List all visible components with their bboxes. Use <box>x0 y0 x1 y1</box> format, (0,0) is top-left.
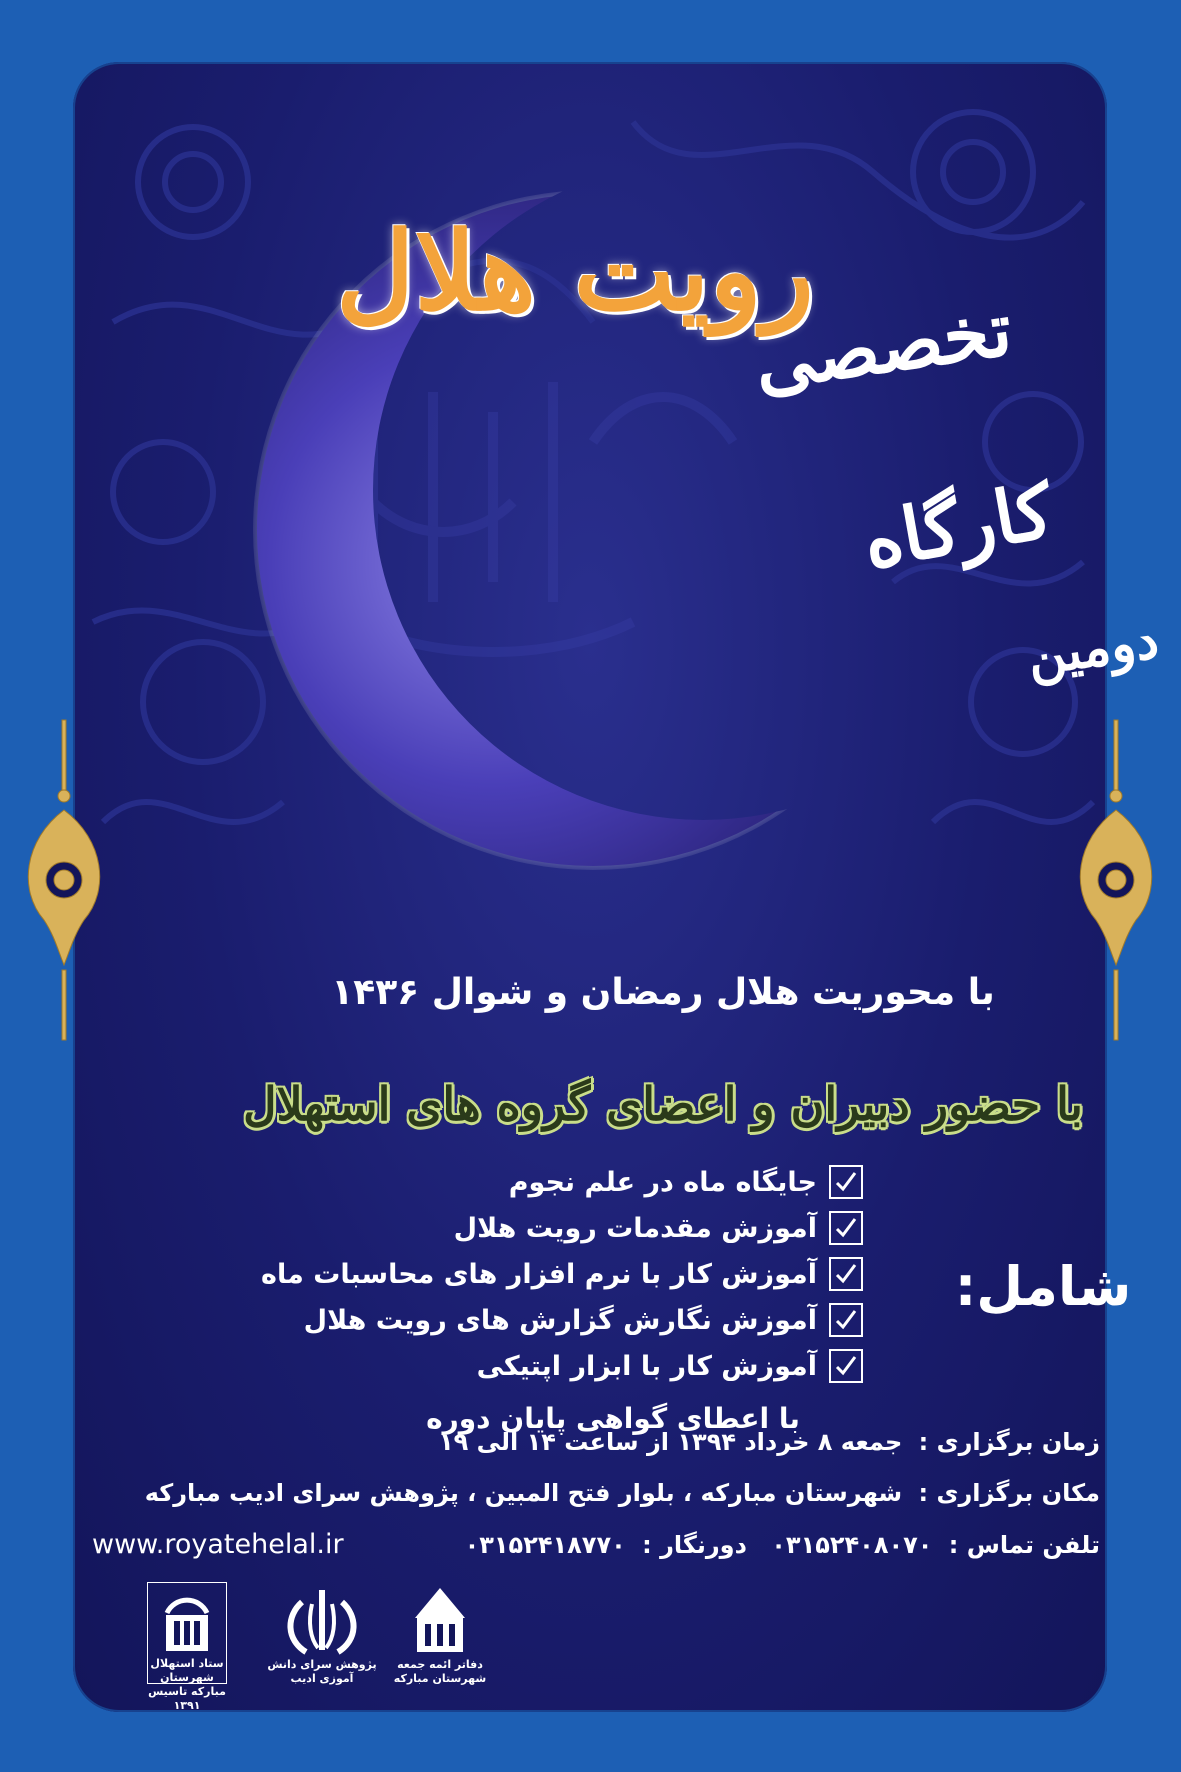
place-row <box>90 1471 1100 1515</box>
gold-ornament-icon <box>14 720 114 1040</box>
topic-list <box>223 1159 863 1389</box>
check-icon <box>829 1165 863 1199</box>
place-value: شهرستان مبارکه ، بلوار فتح المبین ، پژوهش سرای ادیب مبارکه <box>144 1479 903 1507</box>
website-link[interactable]: www.royatehelal.ir <box>92 1529 344 1560</box>
title-specialized: تخصصی <box>749 286 1017 408</box>
list-item <box>223 1297 863 1343</box>
topic-label: آموزش کار با نرم افزار های محاسبات ماه <box>261 1258 817 1290</box>
iran-emblem-icon <box>282 1582 362 1658</box>
phone-value: ۰۳۱۵۲۴۰۸۰۷۰ <box>771 1531 933 1559</box>
topic-label: آموزش نگارش گزارش های رویت هلال <box>303 1304 817 1336</box>
logo-caption: پژوهش سرای دانش آموزی ادیب <box>267 1658 377 1685</box>
logo-imam-jomeh <box>385 1582 495 1686</box>
time-label: زمان برگزاری : <box>918 1428 1100 1456</box>
logo-estehlal <box>146 1582 228 1712</box>
check-icon <box>829 1303 863 1337</box>
event-subtitle: با محوریت هلال رمضان و شوال ۱۴۳۶ <box>331 972 995 1013</box>
list-item <box>223 1159 863 1205</box>
fax-value: ۰۳۱۵۲۴۱۸۷۷۰ <box>464 1531 626 1559</box>
imam-jomeh-logo-icon <box>405 1582 475 1658</box>
gold-ornament-icon <box>1066 720 1166 1040</box>
phone-label: تلفن تماس : <box>948 1531 1100 1559</box>
logo-adib <box>262 1582 382 1686</box>
topic-label: آموزش مقدمات رویت هلال <box>453 1212 817 1244</box>
check-icon <box>829 1349 863 1383</box>
place-label: مکان برگزاری : <box>918 1479 1100 1507</box>
certificate-note: با اعطای گواهی پایان دوره <box>426 1402 800 1435</box>
check-icon <box>829 1211 863 1245</box>
topic-label: جایگاه ماه در علم نجوم <box>508 1166 817 1198</box>
title-second: دومین <box>1023 609 1163 688</box>
logo-caption: ستاد استهلال شهرستان مبارکه تاسیس ۱۳۹۱ <box>148 1657 226 1712</box>
poster <box>73 62 1163 1712</box>
includes-label: شامل: <box>954 1255 1132 1318</box>
check-icon <box>829 1257 863 1291</box>
time-row <box>90 1420 1100 1464</box>
list-item <box>223 1251 863 1297</box>
logo-caption: دفاتر ائمه جمعه شهرستان مبارکه <box>393 1658 487 1685</box>
presence-line: با حضور دبیران و اعضای گروه های استهلال <box>243 1077 1083 1131</box>
event-title: رویت هلال <box>336 209 814 335</box>
fax-label: دورنگار : <box>642 1531 747 1559</box>
topic-label: آموزش کار با ابزار اپتیکی <box>476 1350 817 1382</box>
list-item <box>223 1343 863 1389</box>
title-workshop: کارگاه <box>856 468 1060 586</box>
estehlal-logo-icon <box>152 1583 222 1657</box>
time-value: جمعه ۸ خرداد ۱۳۹۴ از ساعت ۱۴ الی ۱۹ <box>439 1428 903 1456</box>
list-item <box>223 1205 863 1251</box>
